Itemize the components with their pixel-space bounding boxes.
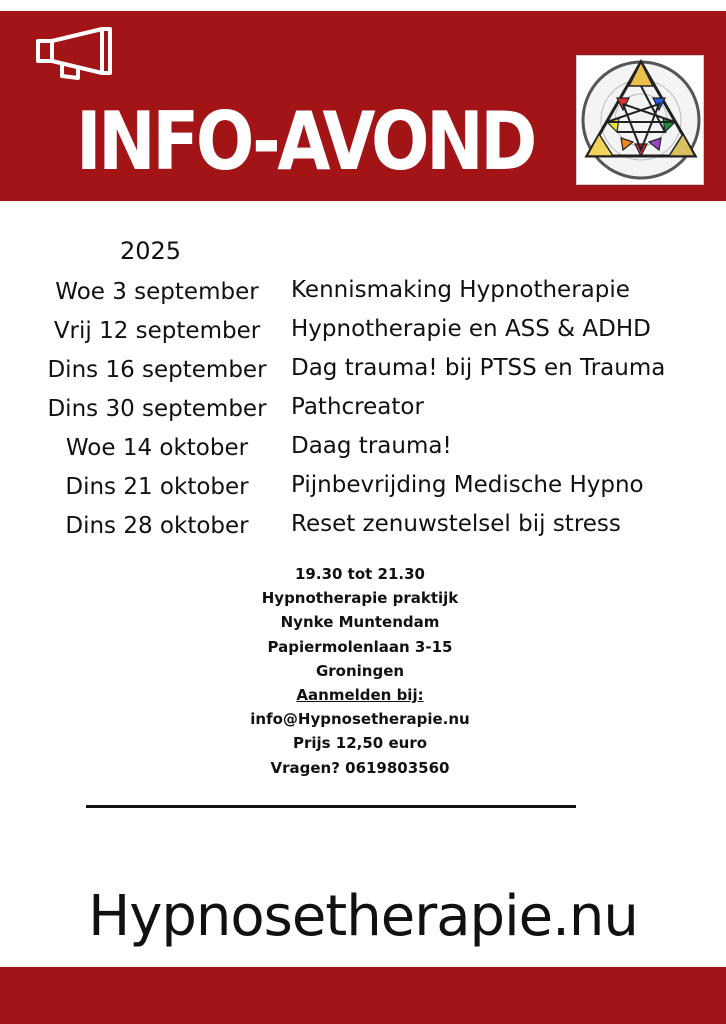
logo — [576, 55, 704, 185]
schedule-row — [0, 351, 726, 390]
address-city: Groningen — [315, 661, 405, 680]
event-topic: Dag trauma! bij PTSS en Trauma — [291, 355, 666, 381]
schedule-row — [0, 468, 726, 507]
event-date: Woe 14 oktober — [65, 435, 249, 461]
event-topic: Pathcreator — [291, 394, 424, 420]
schedule-row — [0, 429, 726, 468]
megaphone-icon — [32, 26, 114, 84]
year-label: 2025 — [120, 237, 182, 265]
event-info — [180, 562, 540, 780]
event-topic: Hypnotherapie en ASS & ADHD — [291, 316, 651, 342]
event-date: Dins 30 september — [47, 396, 267, 422]
event-topic: Kennismaking Hypnotherapie — [291, 277, 630, 303]
therapist-name: Nynke Muntendam — [280, 613, 440, 632]
enneagram-star-logo — [577, 56, 705, 186]
event-topic: Pijnbevrijding Medische Hypno — [291, 472, 644, 498]
event-topic: Daag trauma! — [291, 433, 452, 459]
page-title: INFO-AVOND — [76, 95, 534, 188]
divider — [86, 805, 576, 808]
price-label: Prijs 12,50 euro — [292, 734, 428, 753]
event-date: Dins 21 oktober — [65, 474, 249, 500]
address-street: Papiermolenlaan 3-15 — [267, 637, 453, 656]
schedule-row — [0, 312, 726, 351]
schedule-row — [0, 507, 726, 546]
event-topic: Reset zenuwstelsel bij stress — [291, 511, 621, 537]
signup-label: Aanmelden bij: — [296, 686, 424, 705]
practice-name: Hypnotherapie praktijk — [261, 589, 459, 608]
event-time: 19.30 tot 21.30 — [295, 565, 425, 583]
event-date: Vrij 12 september — [53, 318, 261, 344]
event-date: Dins 28 oktober — [65, 513, 249, 539]
contact-email: info@Hypnosetherapie.nu — [250, 710, 470, 729]
event-schedule — [0, 273, 726, 546]
event-date: Woe 3 september — [55, 279, 259, 305]
questions-phone: Vragen? 0619803560 — [270, 758, 450, 777]
footer-band — [0, 967, 726, 1024]
schedule-row — [0, 273, 726, 312]
event-date: Dins 16 september — [47, 357, 267, 383]
schedule-row — [0, 390, 726, 429]
website-url: Hypnosetherapie.nu — [88, 884, 638, 949]
